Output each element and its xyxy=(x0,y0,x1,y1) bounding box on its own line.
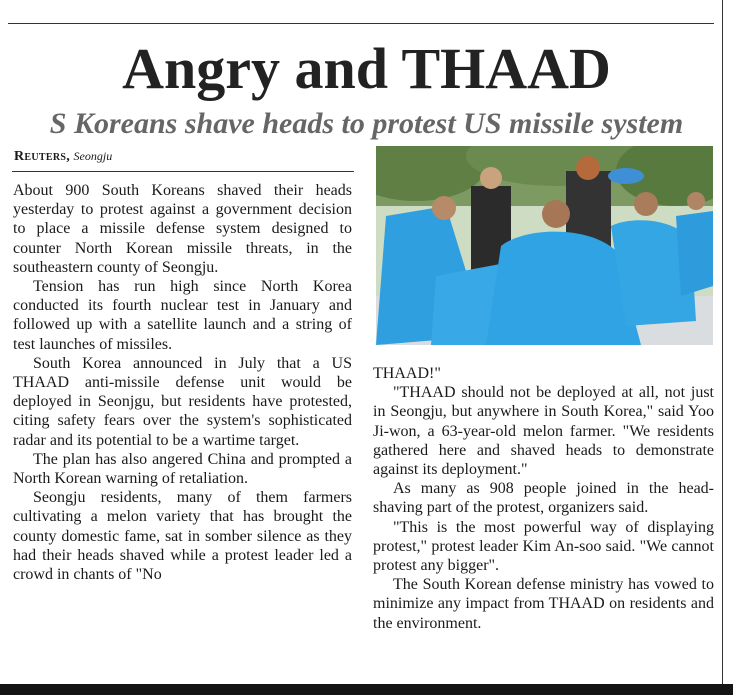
paragraph: Seongju residents, many of them farmers cultivating a melon variety that has brought the county domestic fame, sat in somber silence as they had their heads shaved while a protest leader led a crowd in chants of "No xyxy=(13,489,352,584)
headline: Angry and THAAD xyxy=(122,36,611,101)
byline-rule xyxy=(12,171,354,172)
paragraph: THAAD!" xyxy=(373,365,441,382)
paragraph: The South Korean defense ministry has vowed to minimize any impact from THAAD on residents and the environment. xyxy=(373,576,714,632)
top-rule xyxy=(8,23,714,24)
byline-location: Seongju xyxy=(73,149,113,163)
paragraph: As many as 908 people joined in the head-shaving part of the protest, organizers said. xyxy=(373,480,714,517)
paragraph: Tension has run high since North Korea conducted its fourth nuclear test in January and followed up with a satellite launch and a string of test launches of missiles. xyxy=(13,278,352,353)
paragraph: "THAAD should not be deployed at all, not just in Seongju, but anywhere in South Korea," said Yoo Ji-won, a 63-year-old melon farmer. "We residents gathered here and shaved heads to demonstrate against its deployment." xyxy=(373,384,714,479)
news-photo xyxy=(376,146,713,345)
paragraph: "This is the most powerful way of displaying protest," protest leader Kim An-soo said. "We cannot protest any bigger". xyxy=(373,518,714,575)
byline-agency: Reuters, xyxy=(14,149,71,164)
subheadline: S Koreans shave heads to protest US missile system xyxy=(49,107,684,140)
left-column xyxy=(13,181,352,584)
paragraph: About 900 South Koreans shaved their heads yesterday to protest against a government decision to place a missile defense system designed to counter North Korean missile threats, in the southeastern county of Seongju. xyxy=(13,182,352,276)
paragraph: The plan has also angered China and prompted a North Korean warning of retaliation. xyxy=(13,450,352,488)
protest-photo-illustration xyxy=(376,146,713,345)
right-column xyxy=(373,364,714,633)
byline xyxy=(14,147,112,166)
paragraph: South Korea announced in July that a US THAAD anti-missile defense unit would be deployed in Seonjgu, but residents have protested, citing safety fears over the system's sophisticated radar and its potential to be a wartime target. xyxy=(13,354,352,449)
bottom-bar xyxy=(0,684,733,695)
